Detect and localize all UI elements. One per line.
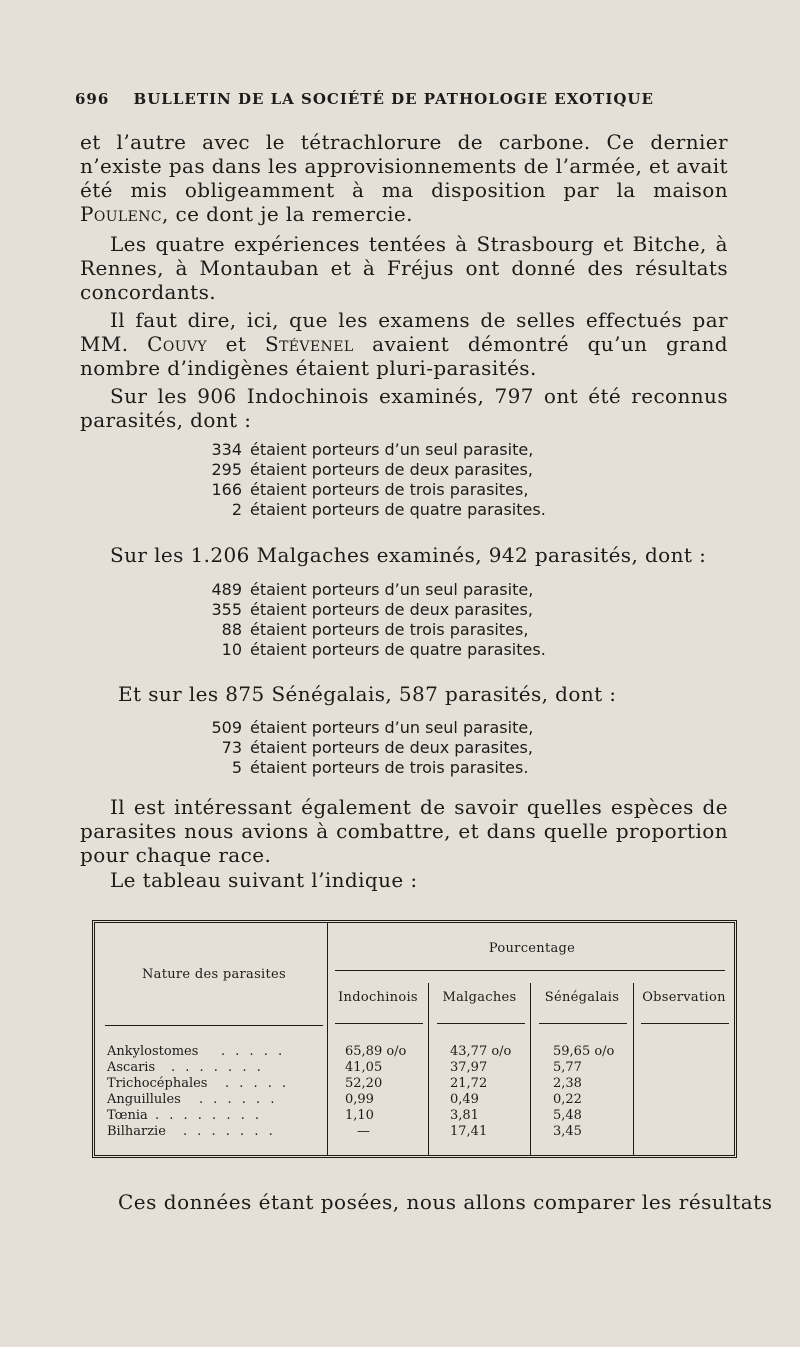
cell-indochinois: 41,05 <box>345 1060 383 1075</box>
list-text: étaient porteurs de deux parasites, <box>250 738 533 757</box>
row-leader-dots: . . . . . . . <box>183 1124 276 1139</box>
row-label: Ankylostomes <box>107 1044 199 1059</box>
paragraph-6: Le tableau suivant l’indique : <box>110 868 418 892</box>
running-header <box>75 90 715 108</box>
list-text: étaient porteurs de trois parasites, <box>250 480 529 499</box>
list-count: 355 <box>211 600 242 619</box>
list-text: étaient porteurs d’un seul parasite, <box>250 580 534 599</box>
col-header-malgaches: Malgaches <box>442 990 517 1005</box>
paragraph-3-end: avaient démontré qu’un grand nombre d’indigènes étaient pluri-parasités. <box>80 332 728 380</box>
list-text: étaient porteurs de quatre parasites. <box>250 640 546 659</box>
row-leader-dots: . . . . . <box>221 1044 286 1059</box>
row-leader-dots: . . . . . . . . <box>155 1108 262 1123</box>
cell-malgaches: 21,72 <box>450 1076 488 1091</box>
list-count: 489 <box>211 580 242 599</box>
list-count: 509 <box>211 718 242 737</box>
paragraph-3-mid: et <box>225 332 247 356</box>
list-text: étaient porteurs de trois parasites, <box>250 620 529 639</box>
list-count: 334 <box>211 440 242 459</box>
cell-malgaches: 0,49 <box>450 1092 479 1107</box>
list-item <box>208 718 533 738</box>
paragraph-2: Les quatre expériences tentées à Strasbourg et Bitche, à Rennes, à Montauban et à Fréjus ont donné des résultats concordants. <box>80 232 728 304</box>
table-row <box>95 1061 735 1077</box>
table-body <box>95 1045 735 1145</box>
list-item <box>208 580 546 600</box>
cell-malgaches: 17,41 <box>450 1124 488 1139</box>
cell-malgaches: 3,81 <box>450 1108 479 1123</box>
list-text: étaient porteurs de quatre parasites. <box>250 500 546 519</box>
list-text: étaient porteurs d’un seul parasite, <box>250 440 534 459</box>
list-count: 73 <box>221 738 242 757</box>
list-text: étaient porteurs de deux parasites, <box>250 460 533 479</box>
row-leader-dots: . . . . . . . <box>171 1060 264 1075</box>
malgaches-intro: Sur les 1.206 Malgaches examinés, 942 parasités, dont : <box>110 543 707 567</box>
cell-senegalais: 0,22 <box>553 1092 582 1107</box>
table-rule <box>641 1023 729 1024</box>
table-rule <box>539 1023 627 1024</box>
col-header-nature: Nature des parasites <box>141 967 287 982</box>
paragraph-5: Il est intéressant également de savoir quelles espèces de parasites nous avions à combattre, et dans quelle proportion pour chaque race. <box>80 795 728 867</box>
list-item <box>208 640 546 660</box>
running-title: BULLETIN DE LA SOCIÉTÉ DE PATHOLOGIE EXOTIQUE <box>133 90 654 108</box>
table-row <box>95 1045 735 1061</box>
table-brace <box>335 970 725 971</box>
row-label: Anguillules <box>107 1092 181 1107</box>
list-text: étaient porteurs d’un seul parasite, <box>250 718 534 737</box>
cell-senegalais: 59,65 o/o <box>553 1044 615 1059</box>
parasites-table <box>92 920 737 1158</box>
col-group-pourcentage: Pourcentage <box>488 941 576 956</box>
row-label: Ascaris <box>107 1060 156 1075</box>
list-item <box>208 620 546 640</box>
cell-senegalais: 3,45 <box>553 1124 582 1139</box>
table-row <box>95 1077 735 1093</box>
col-header-observation: Observation <box>642 990 726 1005</box>
list-item <box>208 600 546 620</box>
author-name-1: Couvy <box>147 332 208 356</box>
row-leader-dots: . . . . . <box>225 1076 290 1091</box>
table-rule <box>105 1025 323 1026</box>
cell-malgaches: 43,77 o/o <box>450 1044 512 1059</box>
paragraph-1-end: , ce dont je la remercie. <box>162 202 413 226</box>
list-item <box>208 480 546 500</box>
author-name-2: Stévenel <box>264 332 354 356</box>
cell-senegalais: 2,38 <box>553 1076 582 1091</box>
paragraph-1 <box>80 130 728 226</box>
list-text: étaient porteurs de deux parasites, <box>250 600 533 619</box>
senegalais-intro: Et sur les 875 Sénégalais, 587 parasités, dont : <box>118 682 617 706</box>
company-name: Poulenc <box>80 202 163 226</box>
cell-indochinois: 1,10 <box>345 1108 374 1123</box>
cell-indochinois: 0,99 <box>345 1092 374 1107</box>
cell-senegalais: 5,48 <box>553 1108 582 1123</box>
cell-senegalais: 5,77 <box>553 1060 582 1075</box>
col-header-senegalais: Sénégalais <box>544 990 620 1005</box>
row-label: Tœnia <box>107 1108 148 1123</box>
table-row <box>95 1093 735 1109</box>
cell-malgaches: 37,97 <box>450 1060 488 1075</box>
row-leader-dots: . . . . . . <box>199 1092 278 1107</box>
page-number: 696 <box>75 90 110 108</box>
list-item <box>208 440 546 460</box>
cell-indochinois: 65,89 o/o <box>345 1044 407 1059</box>
row-label: Bilharzie <box>107 1124 166 1139</box>
list-count: 166 <box>211 480 242 499</box>
table-rule <box>437 1023 525 1024</box>
list-count: 5 <box>231 758 242 777</box>
footer-line: Ces données étant posées, nous allons comparer les résultats <box>118 1190 773 1214</box>
list-item <box>208 738 533 758</box>
list-item <box>208 500 546 520</box>
row-label: Trichocéphales <box>107 1076 208 1091</box>
list-malgaches <box>208 580 546 660</box>
list-senegalais <box>208 718 533 778</box>
list-item <box>208 758 533 778</box>
table-rule <box>335 1023 423 1024</box>
list-item <box>208 460 546 480</box>
list-count: 295 <box>211 460 242 479</box>
list-indochinois <box>208 440 546 520</box>
paragraph-3-start: Il faut dire, ici, que les examens de selles effectués par MM. <box>80 308 728 356</box>
paragraph-3 <box>80 308 728 380</box>
table-row <box>95 1109 735 1125</box>
list-count: 10 <box>221 640 242 659</box>
cell-indochinois: 52,20 <box>345 1076 383 1091</box>
col-header-indochinois: Indochinois <box>338 990 418 1005</box>
list-count: 2 <box>231 500 242 519</box>
paragraph-1-text: et l’autre avec le tétrachlorure de carbone. Ce dernier n’existe pas dans les approvisionnements de l’armée, et avait été mis obligeamment à ma disposition par la maison <box>80 130 728 202</box>
table-row <box>95 1125 735 1141</box>
list-count: 88 <box>221 620 242 639</box>
paragraph-4: Sur les 906 Indochinois examinés, 797 ont été reconnus parasités, dont : <box>80 384 728 432</box>
list-text: étaient porteurs de trois parasites. <box>250 758 529 777</box>
cell-indochinois: — <box>357 1124 370 1139</box>
